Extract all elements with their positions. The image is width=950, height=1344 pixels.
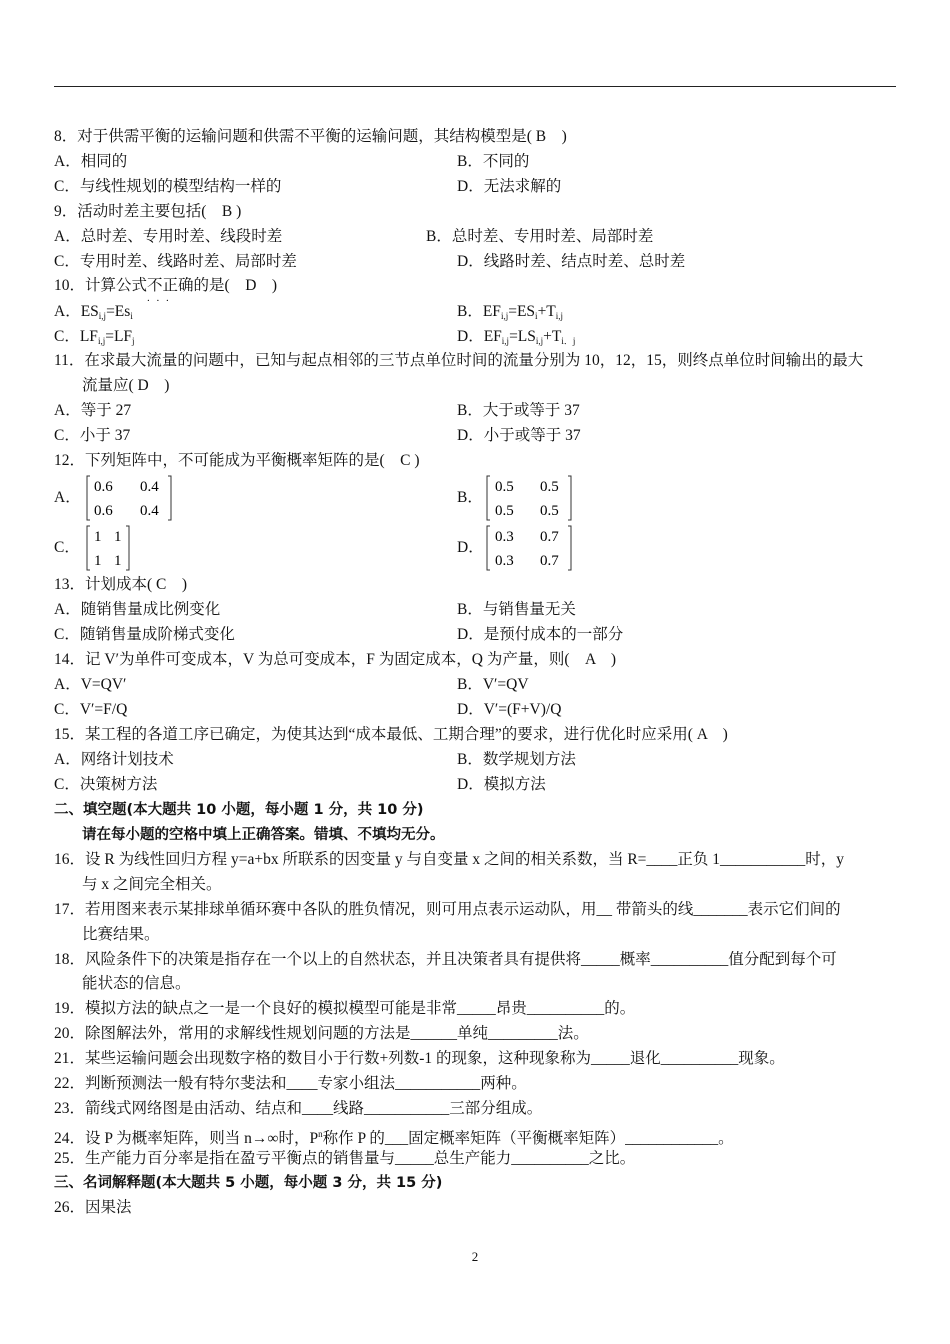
q9-option-b: B．总时差、专用时差、局部时差 — [426, 228, 654, 245]
q8-option-c: C．与线性规划的模型结构一样的 — [54, 178, 282, 195]
q12-label-a: A． — [54, 489, 81, 506]
q22: 22．判断预测法一般有特尔斐法和____专家小组法___________两种。 — [54, 1075, 527, 1092]
q12-b-cell-21: 0.5 — [495, 503, 514, 519]
q10-b-sub1: i,j — [500, 311, 509, 321]
q24 — [54, 1124, 734, 1149]
q15-option-c: C．决策树方法 — [54, 776, 158, 793]
q9-stem: 9．活动时差主要包括( B ) — [54, 203, 242, 220]
q16-line1: 16．设 R 为线性回归方程 y=a+bx 所联系的因变量 y 与自变量 x 之间的相关系数，当 R=____正负 1___________时，y — [54, 851, 845, 868]
q26: 26．因果法 — [54, 1199, 132, 1216]
q10-c-text: C．LF — [54, 328, 98, 345]
q10-c-mid: =LF — [105, 328, 133, 345]
q10-option-d — [457, 327, 575, 351]
q9-option-d: D．线路时差、结点时差、总时差 — [457, 253, 686, 270]
q23: 23．箭线式网络图是由活动、结点和____线路___________三部分组成。 — [54, 1100, 543, 1117]
q25: 25．生产能力百分率是指在盈亏平衡点的销售量与_____总生产能力__________之比。 — [54, 1150, 636, 1167]
q12-b-cell-11: 0.5 — [495, 479, 514, 495]
q15-option-d: D．模拟方法 — [457, 776, 546, 793]
q10-b-mid: =ES — [508, 303, 536, 320]
q10-b-sub2: i — [535, 311, 538, 321]
q10-a-text: A．ES — [54, 303, 99, 320]
q13-option-b: B．与销售量无关 — [457, 601, 576, 618]
q14-stem: 14．记 V′为单件可变成本，V 为总可变成本，F 为固定成本，Q 为产量，则( A ) — [54, 651, 616, 668]
q15-option-a: A．网络计划技术 — [54, 751, 174, 768]
q16-line2: 与 x 之间完全相关。 — [82, 876, 222, 893]
q12-d-cell-11: 0.3 — [495, 529, 514, 545]
q10-option-b — [457, 302, 563, 326]
q9-option-a: A．总时差、专用时差、线段时差 — [54, 228, 283, 245]
q12-c-cell-21: 1 — [94, 553, 102, 569]
q12-c-cell-22: 1 — [114, 553, 122, 569]
q11-option-a: A．等于 27 — [54, 402, 132, 419]
q10-option-c — [54, 327, 135, 351]
q10-stem-emphasis: 不正确 . . . — [147, 277, 194, 294]
q10-a-sub1: i,j — [98, 311, 107, 321]
q8-stem: 8．对于供需平衡的运输问题和供需不平衡的运输问题，其结构模型是( B ) — [54, 128, 567, 145]
q10-d-sub1: i,j — [501, 336, 510, 346]
q12-a-cell-11: 0.6 — [94, 479, 113, 495]
q12-a-cell-22: 0.4 — [140, 503, 159, 519]
q12-a-cell-12: 0.4 — [140, 479, 159, 495]
q12-matrix-a — [84, 474, 176, 522]
q12-label-b: B． — [457, 489, 483, 506]
q10-c-sub2: j — [132, 336, 135, 346]
q10-d-sub3: i．j — [561, 336, 576, 346]
q9-option-c: C．专用时差、线路时差、局部时差 — [54, 253, 297, 270]
q10-stem-pre: 10．计算公式 — [54, 277, 148, 294]
q12-matrix-b — [484, 474, 576, 522]
q11-option-d: D．小于或等于 37 — [457, 427, 581, 444]
q10-d-sub2: i,j — [535, 336, 544, 346]
q11-stem-line2: 流量应( D ) — [82, 377, 170, 394]
q12-matrix-d — [484, 524, 576, 572]
q12-a-cell-21: 0.6 — [94, 503, 113, 519]
q12-d-cell-22: 0.7 — [540, 553, 559, 569]
q10-b-mid2: +T — [537, 303, 556, 320]
section2-note: 请在每小题的空格中填上正确答案。错填、不填均无分。 — [82, 827, 445, 843]
q8-option-b: B．不同的 — [457, 153, 530, 170]
q13-stem: 13．计划成本( C ) — [54, 576, 188, 593]
q10-b-sub3: i,j — [555, 311, 564, 321]
q10-c-sub1: i,j — [97, 336, 106, 346]
q21: 21．某些运输问题会出现数字格的数目小于行数+列数-1 的现象，这种现象称为_____退化__________现象。 — [54, 1050, 785, 1067]
q12-d-cell-21: 0.3 — [495, 553, 514, 569]
q10-option-a — [54, 302, 133, 326]
q11-option-c: C．小于 37 — [54, 427, 131, 444]
q12-c-cell-12: 1 — [114, 529, 122, 545]
q18-line2: 能状态的信息。 — [82, 975, 191, 992]
q18-line1: 18．风险条件下的决策是指存在一个以上的自然状态，并且决策者具有提供将_____概率__________值分配到每个可 — [54, 951, 837, 968]
q13-option-a: A．随销售量成比例变化 — [54, 601, 221, 618]
q13-option-c: C．随销售量成阶梯式变化 — [54, 626, 235, 643]
q12-b-cell-12: 0.5 — [540, 479, 559, 495]
q8-option-a: A．相同的 — [54, 153, 128, 170]
q20: 20．除图解法外，常用的求解线性规划问题的方法是______单纯_________法。 — [54, 1025, 589, 1042]
q24-post: 称作 P 的___固定概率矩阵（平衡概率矩阵）____________。 — [322, 1130, 734, 1147]
header-rule — [54, 86, 896, 87]
q10-d-mid: =LS — [509, 328, 536, 345]
q12-label-c: C． — [54, 539, 80, 556]
q24-pre: 24．设 P 为概率矩阵，则当 n→∞时，P — [54, 1130, 319, 1147]
q12-d-cell-12: 0.7 — [540, 529, 559, 545]
q19: 19．模拟方法的缺点之一是一个良好的模拟模型可能是非常_____昂贵__________的。 — [54, 1000, 636, 1017]
q10-b-text: B．EF — [457, 303, 501, 320]
q10-a-mid: =Es — [106, 303, 131, 320]
q14-option-c: C．V′=F/Q — [54, 701, 128, 718]
q11-stem-line1: 11．在求最大流量的问题中，已知与起点相邻的三节点单位时间的流量分别为 10，12，15，则终点单位时间输出的最大 — [54, 352, 864, 369]
q13-option-d: D．是预付成本的一部分 — [457, 626, 624, 643]
q14-option-a: A．V=QV′ — [54, 676, 127, 693]
q17-line1: 17．若用图来表示某排球单循环赛中各队的胜负情况，则可用点表示运动队，用__ 带箭头的线_______表示它们间的 — [54, 901, 841, 918]
section3-title: 三、名词解释题(本大题共 5 小题，每小题 3 分，共 15 分) — [54, 1175, 443, 1191]
q8-option-d: D．无法求解的 — [457, 178, 562, 195]
q11-option-b: B．大于或等于 37 — [457, 402, 580, 419]
q12-b-cell-22: 0.5 — [540, 503, 559, 519]
section2-title: 二、填空题(本大题共 10 小题，每小题 1 分，共 10 分) — [54, 802, 424, 818]
q24-superscript: n — [318, 1129, 323, 1139]
q10-stem-post: 的是( D ) — [193, 277, 278, 294]
q10-a-sub2: i — [130, 311, 133, 321]
q10-d-mid2: +T — [543, 328, 562, 345]
q12-matrix-c — [84, 524, 134, 572]
q12-stem: 12．下列矩阵中，不可能成为平衡概率矩阵的是( C ) — [54, 452, 420, 469]
q10-stem — [54, 276, 277, 296]
q14-option-d: D．V′=(F+V)/Q — [457, 701, 562, 718]
q15-stem: 15．某工程的各道工序已确定，为使其达到“成本最低、工期合理”的要求，进行优化时应采用( A ) — [54, 726, 728, 743]
q17-line2: 比赛结果。 — [82, 926, 160, 943]
q15-option-b: B．数学规划方法 — [457, 751, 576, 768]
q14-option-b: B．V′=QV — [457, 676, 529, 693]
q10-d-text: D．EF — [457, 328, 502, 345]
q12-c-cell-11: 1 — [94, 529, 102, 545]
q12-label-d: D． — [457, 539, 484, 556]
page-number: 2 — [471, 1249, 479, 1264]
